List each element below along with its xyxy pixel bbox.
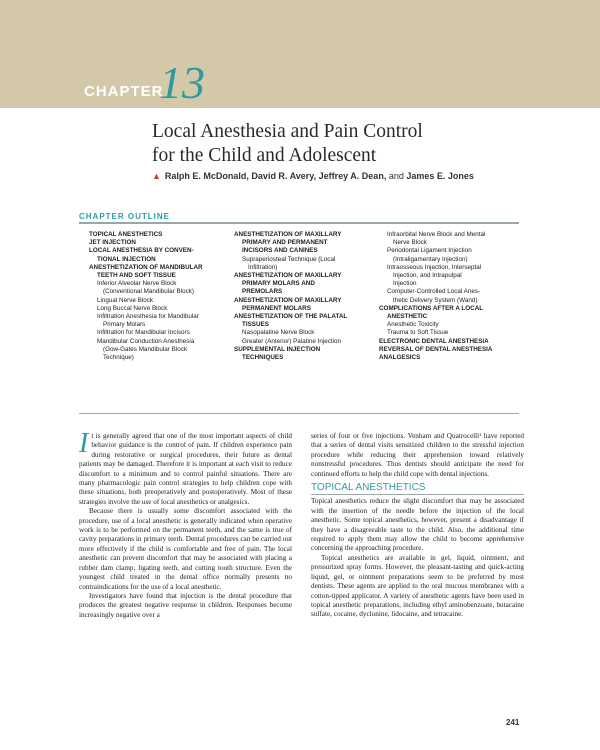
outline-item: PRIMARY MOLARS AND (242, 280, 315, 288)
outline-item: Nasopalatine Nerve Block (242, 329, 315, 337)
outline-item: TECHNIQUES (242, 354, 284, 362)
outline-item: ANESTHETIZATION OF MAXILLARY (234, 231, 342, 238)
chapter-label: CHAPTER (84, 83, 164, 100)
outline-item: Mandibular Conduction Anesthesia (97, 337, 195, 345)
title-line-2: for the Child and Adolescent (152, 145, 377, 166)
outline-top-rule (79, 222, 519, 224)
outline-item: (Intraligamentary Injection) (393, 255, 468, 263)
outline-item: (Conventional Mandibular Block) (103, 288, 195, 296)
outline-item: Greater (Anterior) Palatine Injection (242, 337, 342, 345)
outline-item: thetic Delivery System (Wand) (393, 296, 478, 304)
page-number: 241 (506, 718, 520, 727)
outline-item: ANALGESICS (379, 354, 421, 362)
outline-column-2 (234, 231, 347, 362)
outline-heading: CHAPTER OUTLINE (79, 212, 170, 221)
authors-last: James E. Jones (406, 171, 474, 181)
outline-item: Nerve Block (393, 239, 427, 247)
outline-item: SUPPLEMENTAL INJECTION (234, 345, 321, 353)
authors-names: Ralph E. McDonald, David R. Avery, Jeffrey A. Dean, (164, 171, 387, 181)
paragraph: It is generally agreed that one of the most important aspects of child behavior guidance is the control of pain. If children experience pain during restorative or surgical procedures, their future as dental patients may be damaged. Therefore it is important at each visit to reduce discomfort to a minimum and to control painful situations. There are many pharmacologic pain control strategies to help children cope with these situations, both preoperatively and postoperatively. Most of these strategies involve the use of local anesthetics or analgesics. (79, 428, 292, 506)
outline-item: ANESTHETIZATION OF MAXILLARY (234, 272, 342, 280)
outline-item: TOPICAL ANESTHETICS (89, 231, 163, 238)
body-left-column (79, 428, 292, 620)
outline-item: COMPLICATIONS AFTER A LOCAL (379, 304, 484, 312)
chapter-title (152, 120, 572, 168)
section-heading-topical-anesthetics: TOPICAL ANESTHETICS (311, 483, 524, 495)
authors-and: and (388, 171, 404, 181)
outline-item: ELECTRONIC DENTAL ANESTHESIA (379, 337, 489, 345)
outline-item: Trauma to Soft Tissue (387, 329, 449, 337)
outline-item: Injection, and Intrapulpal (393, 272, 462, 280)
outline-item: Primary Molars (103, 321, 146, 329)
drop-cap: I (79, 428, 89, 459)
outline-item: ANESTHETIZATION OF MAXILLARY (234, 296, 342, 304)
outline-item: ANESTHETIZATION OF THE PALATAL (234, 313, 348, 321)
outline-item: Long Buccal Nerve Block (97, 304, 168, 312)
outline-item: REVERSAL OF DENTAL ANESTHESIA (379, 345, 493, 353)
outline-item: ANESTHETIZATION OF MANDIBULAR (89, 263, 203, 271)
outline-item: INCISORS AND CANINES (242, 247, 318, 255)
outline-item: TEETH AND SOFT TISSUE (97, 272, 176, 280)
chapter-number: 13 (159, 57, 205, 108)
outline-item: Anesthetic Toxicity (387, 321, 439, 329)
outline-item: Inferior Alveolar Nerve Block (97, 280, 177, 288)
outline-item: ANESTHETIC (387, 313, 428, 321)
outline-item: Intraosseous Injection, Interseptal (387, 263, 482, 271)
paragraph: Because there is usually some discomfort associated with the procedure, use of a local anesthetic is generally indicated when operative work is to be performed on the permanent teeth, and the same is true of cavity preparations in primary teeth. Dental procedures can be carried out more effectively if the child is comfortable and free of pain. The local anesthetic can prevent discomfort that may be associated with placing a rubber dam clamp, ligating teeth, and cutting tooth structure. Even the youngest child treated in the dental office normally presents no contraindications for the use of a local anesthetic. (79, 507, 292, 591)
outline-bottom-rule (79, 413, 519, 414)
outline-item: PREMOLARS (242, 288, 283, 296)
outline-item: Infiltration Anesthesia for Mandibular (97, 313, 199, 321)
paragraph: Topical anesthetics reduce the slight discomfort that may be associated with the insertion of the needle before the injection of the local anesthetic. Some topical anesthetics, however, present a disadvantage if they have a disagreeable taste to the child. Also, the additional time required to apply them may allow the child to become apprehensive concerning the approaching procedure. (311, 497, 524, 553)
title-line-1: Local Anesthesia and Pain Control (152, 121, 423, 142)
outline-item: TIONAL INJECTION (97, 255, 156, 263)
triangle-icon: ▲ (152, 171, 161, 181)
outline-item: JET INJECTION (89, 239, 136, 247)
outline-item: Computer-Controlled Local Anes- (387, 288, 481, 296)
authors-line (152, 171, 474, 181)
outline-item: Supraperiosteal Technique (Local (242, 255, 336, 263)
outline-item: TISSUES (242, 321, 269, 329)
outline-item: Periodontal Ligament Injection (387, 247, 472, 255)
outline-item: Infiltration) (248, 263, 278, 271)
outline-item: PRIMARY AND PERMANENT (242, 239, 328, 247)
outline-column-3 (379, 231, 492, 362)
outline-column-1 (89, 231, 203, 362)
outline-item: Infiltration for Mandibular Incisors (97, 329, 190, 337)
outline-item: (Gow-Gates Mandibular Block (103, 345, 187, 353)
outline-item: PERMANENT MOLARS (242, 304, 311, 312)
outline-item: Technique) (103, 354, 134, 362)
outline-item: Injection (393, 280, 417, 288)
paragraph: Topical anesthetics are available in gel, liquid, ointment, and pressurized spray forms. However, the pleasant-tasting and quick-acting liquid, gel, or ointment preparations seem to be preferred by most dentists. These agents are applied to the oral mucous membranes with a cotton-tipped applicator. A variety of anesthetic agents have been used in topical anesthetic preparations, including ethyl aminobenzoate, butacaine sulfate, cocaine, dyclonine, lidocaine, and tetracaine. (311, 553, 524, 619)
outline-item: Lingual Nerve Block (97, 296, 154, 304)
paragraph: Investigators have found that injection is the dental procedure that produces the greatest negative response in children. Responses become increasingly negative over a (79, 591, 292, 619)
paragraph: series of four or five injections. Venham and Quatrocelli¹ have reported that a series of dental visits sensitized children to the stressful injection procedure while reducing their apprehension toward relatively nonstressful procedures. Thus dentists should anticipate the need for continued efforts to help the child cope with dental injections. (311, 432, 524, 478)
body-right-column (311, 432, 524, 620)
outline-item: LOCAL ANESTHESIA BY CONVEN- (89, 247, 194, 255)
outline-item: Infraorbital Nerve Block and Mental (387, 231, 486, 238)
